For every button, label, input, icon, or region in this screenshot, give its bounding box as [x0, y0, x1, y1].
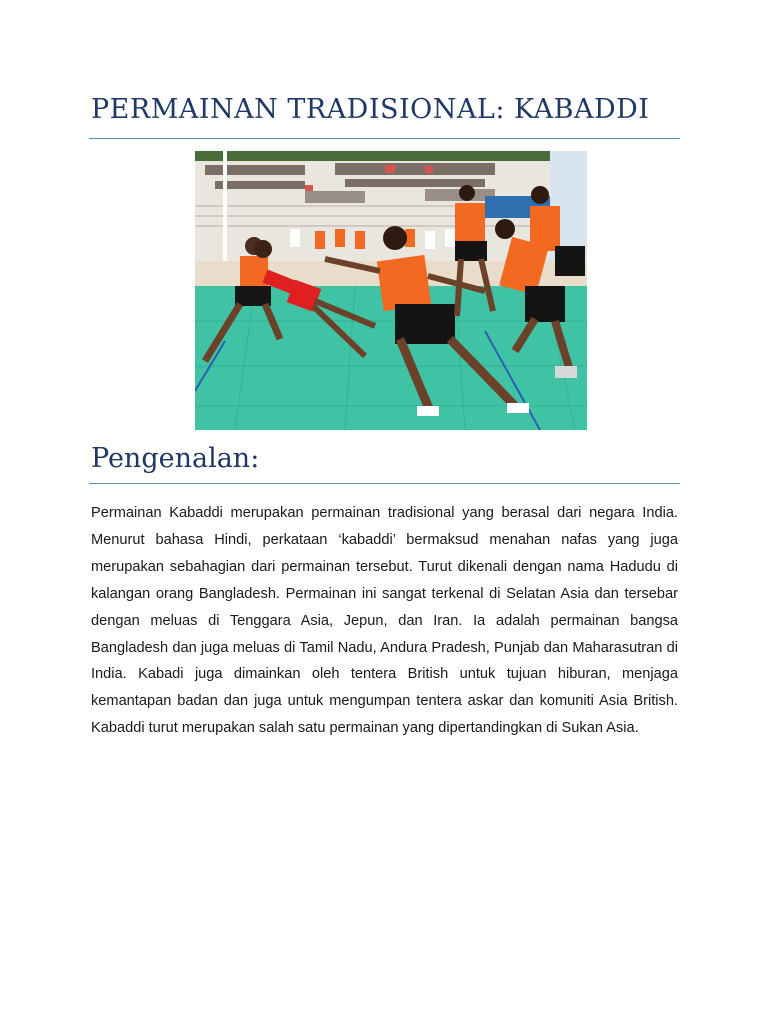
heading-divider: [89, 483, 680, 484]
section-heading: Pengenalan:: [91, 443, 260, 474]
kabaddi-photo: [195, 151, 587, 430]
intro-paragraph: Permainan Kabaddi merupakan permainan tradisional yang berasal dari negara India. Menurut bahasa Hindi, perkataan ‘kabaddi’ bermaksud menahan nafas yang juga merupakan sebahagian dari permainan tersebut. Turut dikenali dengan nama Hadudu di kalangan orang Bangladesh. Permainan ini sangat terkenal di Selatan Asia dan tersebar dengan meluas di Tenggara Asia, Jepun, dan Iran. Ia adalah permainan bangsa Bangladesh dan juga meluas di Tamil Nadu, Andura Pradesh, Punjab dan Maharasutran di India. Kabadi juga dimainkan oleh tentera British untuk tujuan hiburan, menjaga kemantapan badan dan juga untuk mengumpan tentera askar dan komuniti Asia British. Kabaddi turut merupakan salah satu permainan yang dipertandingkan di Sukan Asia.: [91, 505, 678, 737]
page-title: PERMAINAN TRADISIONAL: KABADDI: [91, 94, 650, 125]
title-divider: [89, 138, 680, 139]
